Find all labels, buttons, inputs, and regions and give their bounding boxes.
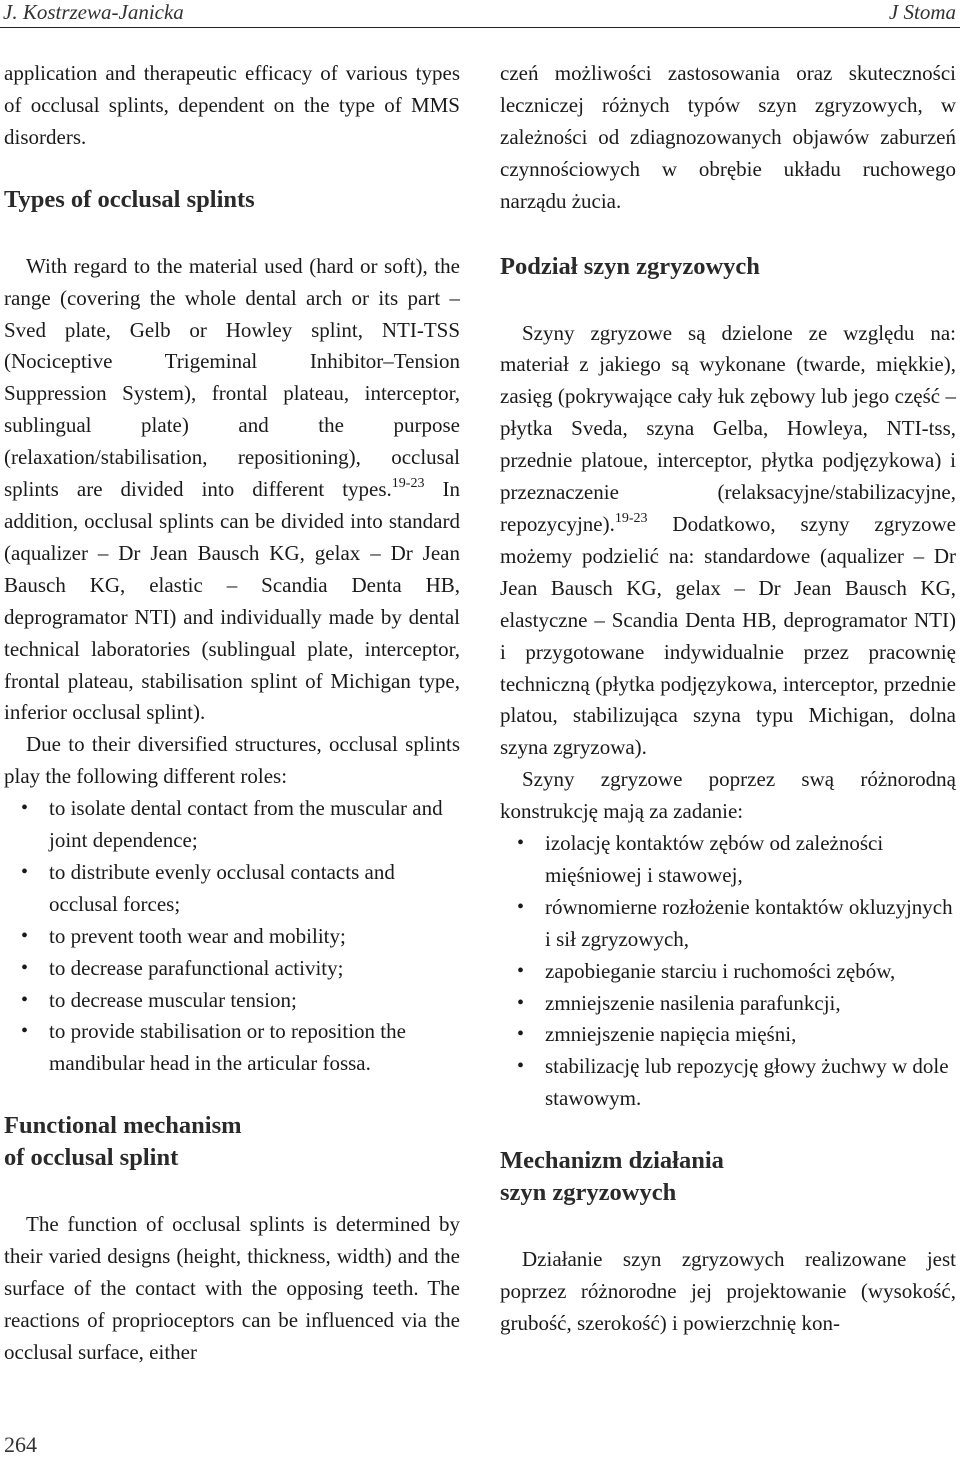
mechanism-paragraph: Działanie szyn zgryzowych realizowane jest poprzez różnorodne jej projektowanie (wysokość, grubość, szerokość) i powierzchnię kon-	[500, 1247, 956, 1335]
journal-running-head: J Stoma	[888, 0, 956, 24]
heading-line-1: Functional mechanism	[4, 1112, 242, 1140]
list-item: • zapobieganie starciu i ruchomości zębów,	[500, 956, 956, 988]
author-running-head: J. Kostrzewa-Janicka	[3, 0, 184, 24]
citation-superscript: 19-23	[391, 476, 425, 492]
types-paragraph-text-a: With regard to the material used (hard or soft), the range (covering the whole dental arch or its part – Sved plate, Gelb or Howley splint, NTI-TSS (Nociceptive Trigeminal Inhibitor–Tension Suppression System), frontal plateau, interceptor, sublingual plate) and the purpose (relaxation/stabilisation, repositioning), occlusal splints are divided into different types.	[4, 253, 460, 502]
list-item: • zmniejszenie napięcia mięśni,	[500, 1019, 956, 1051]
heading-line-1: Mechanizm działania	[500, 1147, 724, 1175]
roles-list	[500, 828, 956, 1115]
intro-paragraph: application and therapeutic efficacy of various types of occlusal splints, dependent on the type of MMS disorders.	[4, 61, 460, 149]
list-item: • to provide stabilisation or to reposition the mandibular head in the articular fossa.	[4, 1016, 460, 1080]
polish-column	[500, 58, 956, 1340]
running-head	[0, 0, 960, 28]
section-heading-mechanism	[4, 1110, 460, 1174]
types-paragraph-text-a: Szyny zgryzowe są dzielone ze względu na: materiał z jakiego są wykonane (twarde, miękkie), zasięg (pokrywające cały łuk zębowy lub jego część – płytka Sveda, szyna Gelba, Howleya, NTI-tss, przednie platoue, interceptor, płytka podjęzykowa) i przeznaczenie (relaksacyjne/stabilizacyjne, repozycyjne).	[500, 320, 956, 536]
types-paragraph-text-b: In addition, occlusal splints can be divided into standard (aqualizer – Dr Jean Bausch KG, gelax – Dr Jean Bausch KG, elastic – Scandia Denta HB, deprogramator NTI) and individually made by dental technical laboratories (sublingual plate, interceptor, frontal plateau, stabilisation splint of Michigan type, inferior occlusal splint).	[4, 477, 460, 725]
list-item: • zmniejszenie nasilenia parafunkcji,	[500, 988, 956, 1020]
mechanism-paragraph: The function of occlusal splints is determined by their varied designs (height, thickness, width) and the surface of the contact with the opposing teeth. The reactions of proprioceptors can be influenced via the occlusal surface, either	[4, 1212, 460, 1364]
list-item: • to decrease muscular tension;	[4, 985, 460, 1017]
heading-line-2: szyn zgryzowych	[500, 1179, 677, 1207]
page-number: 264	[4, 1432, 37, 1457]
english-column	[4, 58, 460, 1369]
list-item: • stabilizację lub repozycję głowy żuchwy w dole stawowym.	[500, 1051, 956, 1115]
types-paragraph	[500, 318, 956, 765]
list-item: • równomierne rozłożenie kontaktów okluzyjnych i sił zgryzowych,	[500, 892, 956, 956]
list-item: • to decrease parafunctional activity;	[4, 953, 460, 985]
roles-intro-paragraph: Due to their diversified structures, occlusal splints play the following different roles:	[4, 732, 460, 789]
roles-list	[4, 793, 460, 1080]
section-heading-mechanism	[500, 1145, 956, 1209]
section-heading-types: Podział szyn zgryzowych	[500, 252, 760, 280]
list-item: • to distribute evenly occlusal contacts and occlusal forces;	[4, 857, 460, 921]
heading-line-2: of occlusal splint	[4, 1144, 179, 1172]
types-paragraph	[4, 251, 460, 730]
list-item: • izolację kontaktów zębów od zależności mięśniowej i stawowej,	[500, 828, 956, 892]
types-paragraph-text-b: Dodatkowo, szyny zgryzowe możemy podzielić na: standardowe (aqualizer – Dr Jean Bausch KG, gelax – Dr Jean Bausch KG, elastyczne – Scandia Denta HB, deprogramator NTI) i przygotowane indywidualnie przez pracownię techniczną (płytka podjęzykowa, interceptor, przednie platou, stabilizująca szyna typu Michigan, dolna szyna zgryzowa).	[500, 511, 956, 760]
list-item: • to isolate dental contact from the muscular and joint dependence;	[4, 793, 460, 857]
list-item: • to prevent tooth wear and mobility;	[4, 921, 460, 953]
citation-superscript: 19-23	[614, 510, 648, 526]
intro-paragraph: czeń możliwości zastosowania oraz skuteczności leczniczej różnych typów szyn zgryzowych, w zależności od zdiagnozowanych objawów zaburzeń czynnościowych w obrębie układu ruchowego narządu żucia.	[500, 61, 956, 213]
section-heading-types: Types of occlusal splints	[4, 185, 255, 213]
roles-intro-paragraph: Szyny zgryzowe poprzez swą różnorodną konstrukcję mają za zadanie:	[500, 767, 956, 824]
